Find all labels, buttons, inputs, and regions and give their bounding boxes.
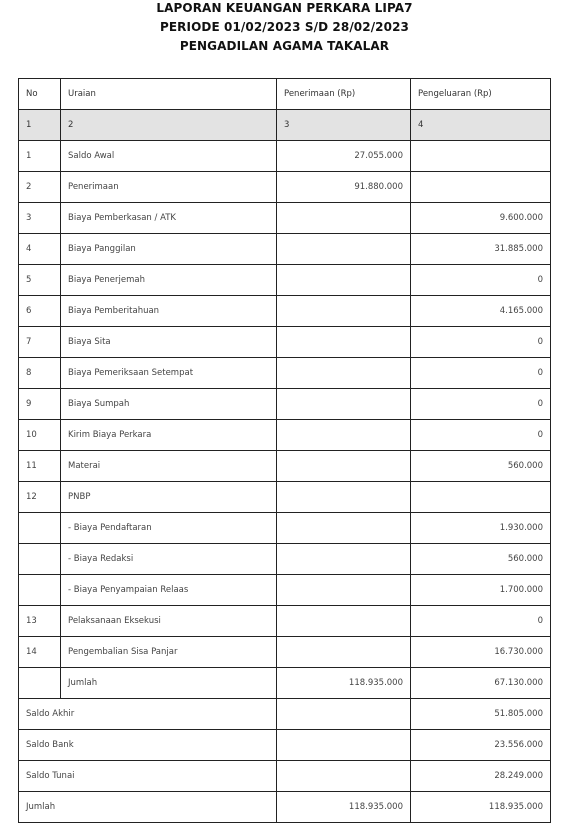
row-description-cell: Materai xyxy=(61,451,277,482)
summary-row xyxy=(19,730,551,761)
row-income-cell: 27.055.000 xyxy=(277,141,411,172)
row-number-cell: 5 xyxy=(19,265,61,296)
column-header-no: No xyxy=(19,79,61,110)
row-income-cell xyxy=(277,420,411,451)
table-header-row xyxy=(19,79,551,110)
table-row xyxy=(19,451,551,482)
table-row xyxy=(19,482,551,513)
report-title-line: LAPORAN KEUANGAN PERKARA LIPA7 xyxy=(156,1,413,15)
table-row xyxy=(19,637,551,668)
column-header-income: Penerimaan (Rp) xyxy=(277,79,411,110)
summary-row xyxy=(19,699,551,730)
row-description-cell: Kirim Biaya Perkara xyxy=(61,420,277,451)
row-expense-cell: 0 xyxy=(411,358,551,389)
row-description-cell: Biaya Pemeriksaan Setempat xyxy=(61,358,277,389)
summary-expense-cell: 28.249.000 xyxy=(411,761,551,792)
row-number-cell: 2 xyxy=(19,172,61,203)
row-income-cell xyxy=(277,234,411,265)
summary-income-cell xyxy=(277,699,411,730)
row-expense-cell: 67.130.000 xyxy=(411,668,551,699)
summary-expense-cell: 118.935.000 xyxy=(411,792,551,823)
table-row xyxy=(19,544,551,575)
row-description-cell: Biaya Panggilan xyxy=(61,234,277,265)
table-row xyxy=(19,358,551,389)
row-expense-cell xyxy=(411,141,551,172)
table-row xyxy=(19,420,551,451)
row-number-cell xyxy=(19,668,61,699)
row-number-cell: 3 xyxy=(19,203,61,234)
row-description-cell: Pelaksanaan Eksekusi xyxy=(61,606,277,637)
column-number-cell: 1 xyxy=(19,110,61,141)
row-number-cell: 7 xyxy=(19,327,61,358)
row-income-cell xyxy=(277,327,411,358)
row-description-cell: PNBP xyxy=(61,482,277,513)
row-income-cell xyxy=(277,513,411,544)
column-number-row xyxy=(19,110,551,141)
column-number-cell: 2 xyxy=(61,110,277,141)
table-row xyxy=(19,327,551,358)
row-income-cell xyxy=(277,544,411,575)
row-number-cell xyxy=(19,544,61,575)
row-income-cell xyxy=(277,482,411,513)
row-number-cell: 4 xyxy=(19,234,61,265)
row-number-cell: 1 xyxy=(19,141,61,172)
summary-income-cell xyxy=(277,730,411,761)
row-number-cell: 8 xyxy=(19,358,61,389)
row-expense-cell: 0 xyxy=(411,327,551,358)
column-header-expense: Pengeluaran (Rp) xyxy=(411,79,551,110)
row-description-cell: Biaya Pemberkasan / ATK xyxy=(61,203,277,234)
row-description-cell: Biaya Sita xyxy=(61,327,277,358)
row-income-cell xyxy=(277,575,411,606)
table-body xyxy=(19,110,551,823)
summary-expense-cell: 23.556.000 xyxy=(411,730,551,761)
row-description-cell: Biaya Penerjemah xyxy=(61,265,277,296)
row-income-cell xyxy=(277,296,411,327)
table-row xyxy=(19,203,551,234)
row-income-cell: 118.935.000 xyxy=(277,668,411,699)
row-number-cell: 13 xyxy=(19,606,61,637)
row-expense-cell: 0 xyxy=(411,389,551,420)
table-row xyxy=(19,141,551,172)
row-income-cell xyxy=(277,606,411,637)
row-income-cell xyxy=(277,203,411,234)
row-expense-cell: 16.730.000 xyxy=(411,637,551,668)
row-number-cell: 9 xyxy=(19,389,61,420)
row-description-cell: - Biaya Pendaftaran xyxy=(61,513,277,544)
row-income-cell xyxy=(277,637,411,668)
table-row xyxy=(19,513,551,544)
row-expense-cell: 560.000 xyxy=(411,451,551,482)
table-row xyxy=(19,234,551,265)
row-expense-cell xyxy=(411,482,551,513)
row-expense-cell: 1.700.000 xyxy=(411,575,551,606)
row-description-cell: Jumlah xyxy=(61,668,277,699)
summary-label-cell: Saldo Akhir xyxy=(19,699,277,730)
summary-label-cell: Saldo Bank xyxy=(19,730,277,761)
row-income-cell xyxy=(277,451,411,482)
table-row xyxy=(19,575,551,606)
summary-row xyxy=(19,761,551,792)
row-expense-cell: 1.930.000 xyxy=(411,513,551,544)
row-income-cell: 91.880.000 xyxy=(277,172,411,203)
summary-income-cell xyxy=(277,761,411,792)
row-number-cell: 10 xyxy=(19,420,61,451)
row-expense-cell xyxy=(411,172,551,203)
summary-label-cell: Saldo Tunai xyxy=(19,761,277,792)
report-title xyxy=(0,0,569,56)
row-expense-cell: 9.600.000 xyxy=(411,203,551,234)
row-number-cell: 12 xyxy=(19,482,61,513)
row-income-cell xyxy=(277,265,411,296)
table-row xyxy=(19,265,551,296)
column-number-cell: 3 xyxy=(277,110,411,141)
row-description-cell: Biaya Pemberitahuan xyxy=(61,296,277,327)
report-court-line: PENGADILAN AGAMA TAKALAR xyxy=(179,39,390,53)
row-expense-cell: 4.165.000 xyxy=(411,296,551,327)
summary-expense-cell: 51.805.000 xyxy=(411,699,551,730)
row-number-cell xyxy=(19,513,61,544)
row-description-cell: Penerimaan xyxy=(61,172,277,203)
table-row xyxy=(19,668,551,699)
summary-income-cell: 118.935.000 xyxy=(277,792,411,823)
row-number-cell xyxy=(19,575,61,606)
table-row xyxy=(19,389,551,420)
row-expense-cell: 0 xyxy=(411,265,551,296)
column-number-cell: 4 xyxy=(411,110,551,141)
row-income-cell xyxy=(277,389,411,420)
row-description-cell: Biaya Sumpah xyxy=(61,389,277,420)
column-header-description: Uraian xyxy=(61,79,277,110)
row-description-cell: - Biaya Redaksi xyxy=(61,544,277,575)
report-period-line: PERIODE 01/02/2023 S/D 28/02/2023 xyxy=(159,20,409,34)
summary-label-cell: Jumlah xyxy=(19,792,277,823)
row-expense-cell: 0 xyxy=(411,606,551,637)
row-income-cell xyxy=(277,358,411,389)
table-row xyxy=(19,172,551,203)
row-number-cell: 14 xyxy=(19,637,61,668)
table-row xyxy=(19,296,551,327)
row-expense-cell: 560.000 xyxy=(411,544,551,575)
row-number-cell: 11 xyxy=(19,451,61,482)
row-description-cell: Pengembalian Sisa Panjar xyxy=(61,637,277,668)
row-description-cell: - Biaya Penyampaian Relaas xyxy=(61,575,277,606)
financial-report-table xyxy=(18,78,551,823)
summary-row xyxy=(19,792,551,823)
table-row xyxy=(19,606,551,637)
row-expense-cell: 31.885.000 xyxy=(411,234,551,265)
row-description-cell: Saldo Awal xyxy=(61,141,277,172)
row-number-cell: 6 xyxy=(19,296,61,327)
row-expense-cell: 0 xyxy=(411,420,551,451)
